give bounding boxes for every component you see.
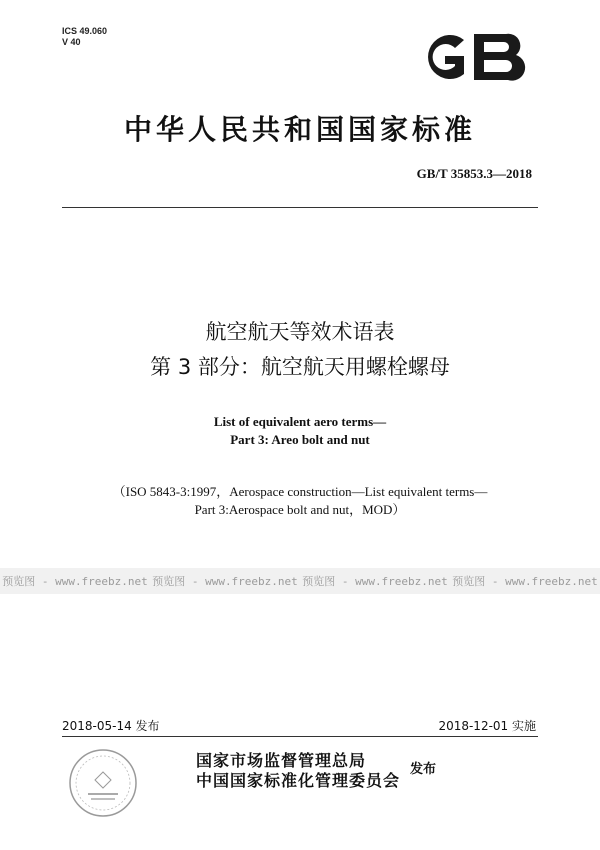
bottom-divider: [62, 736, 538, 737]
ics-code: ICS 49.060: [62, 26, 108, 36]
iso-reference-line1: （ISO 5843-3:1997，Aerospace construction—List equivalent terms—: [112, 484, 488, 499]
title-zh-line1: 航空航天等效术语表: [205, 320, 395, 344]
watermark-text: 预览图 - www.freebz.net: [152, 575, 298, 588]
title-en-line1: List of equivalent aero terms—: [213, 414, 387, 429]
watermark-text: 预览图 - www.freebz.net: [302, 575, 448, 588]
watermark-text: 预览图 - www.freebz.net: [452, 575, 598, 588]
iso-reference-line2: Part 3:Aerospace bolt and nut，MOD）: [194, 502, 406, 517]
gb-logo: [412, 26, 532, 88]
issuer-suffix: 发布: [410, 762, 437, 777]
ccs-code: V 40: [62, 37, 81, 47]
issuer-line2: 中国国家标准化管理委员会: [196, 771, 401, 790]
title-en-line2: Part 3: Areo bolt and nut: [230, 432, 370, 447]
watermark-band: [0, 568, 600, 594]
official-seal-icon: [66, 746, 140, 820]
top-divider: [62, 207, 538, 208]
publish-date: 2018-05-14 发布: [62, 719, 160, 733]
implement-date: 2018-12-01 实施: [438, 719, 536, 733]
classification-codes: [62, 26, 107, 48]
watermark-text: 预览图 - www.freebz.net: [2, 575, 148, 588]
national-standard-title: 中华人民共和国国家标准: [123, 113, 476, 146]
issuer-line1: 国家市场监督管理总局: [196, 751, 367, 770]
title-zh-line2: 第 3 部分：航空航天用螺栓螺母: [150, 355, 450, 379]
standard-number: GB/T 35853.3—2018: [416, 166, 532, 181]
